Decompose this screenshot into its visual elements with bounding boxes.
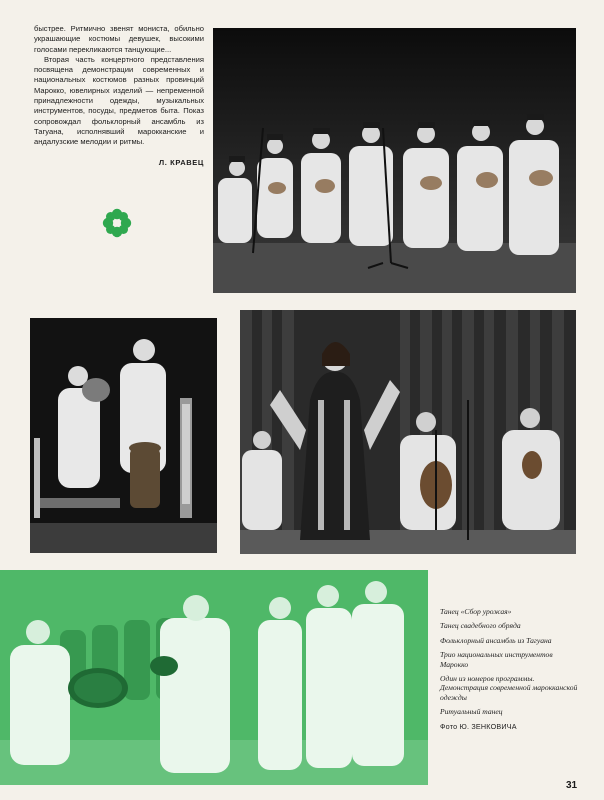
article-paragraph-2: Вторая часть концертного представления посвящена демонстрации современных и национальных костюмов разных провинций Марокко, ювелирных изделий — непременной принадлежности одежды, музыкальных инструментов, посуды, предметов быта. Показ сопровождал фольклорный ансамбль из Тагуана, исполнявший марокканские и андалузские мелодии и ритмы.: [34, 54, 204, 147]
photo-harvest-dance: [0, 570, 428, 785]
caption-instrument-trio: Трио национальных инструментов Марокко: [440, 650, 553, 669]
photo-credit: Фото Ю. ЗЕНКОВИЧА: [440, 721, 517, 731]
article-column: [34, 24, 204, 168]
article-author: Л. КРАВЕЦ: [158, 157, 204, 167]
article-paragraph-1: быстрее. Ритмично звенят мониста, обильно украшающие костюмы девушек, высокими голосами перекликаются танцующие...: [34, 24, 204, 54]
caption-harvest-dance: Танец «Сбор урожая»: [440, 607, 512, 616]
page-number: 31: [566, 780, 578, 791]
photo-captions: [440, 607, 580, 738]
photo-ritual-dance: [30, 318, 217, 553]
caption-wedding-dance: Танец свадебного обряда: [440, 621, 521, 631]
photo-folklore-ensemble: [213, 28, 576, 293]
caption-folklore-ensemble: Фольклорный ансамбль из Тагуана: [440, 635, 552, 645]
clover-ornament-icon: [100, 206, 134, 240]
caption-fashion-demonstration: Один из номеров программы. Демонстрация современной марокканской одежды: [440, 674, 578, 702]
caption-ritual-dance: Ритуальный танец: [440, 707, 503, 717]
photo-fashion-demonstration: [240, 310, 576, 554]
